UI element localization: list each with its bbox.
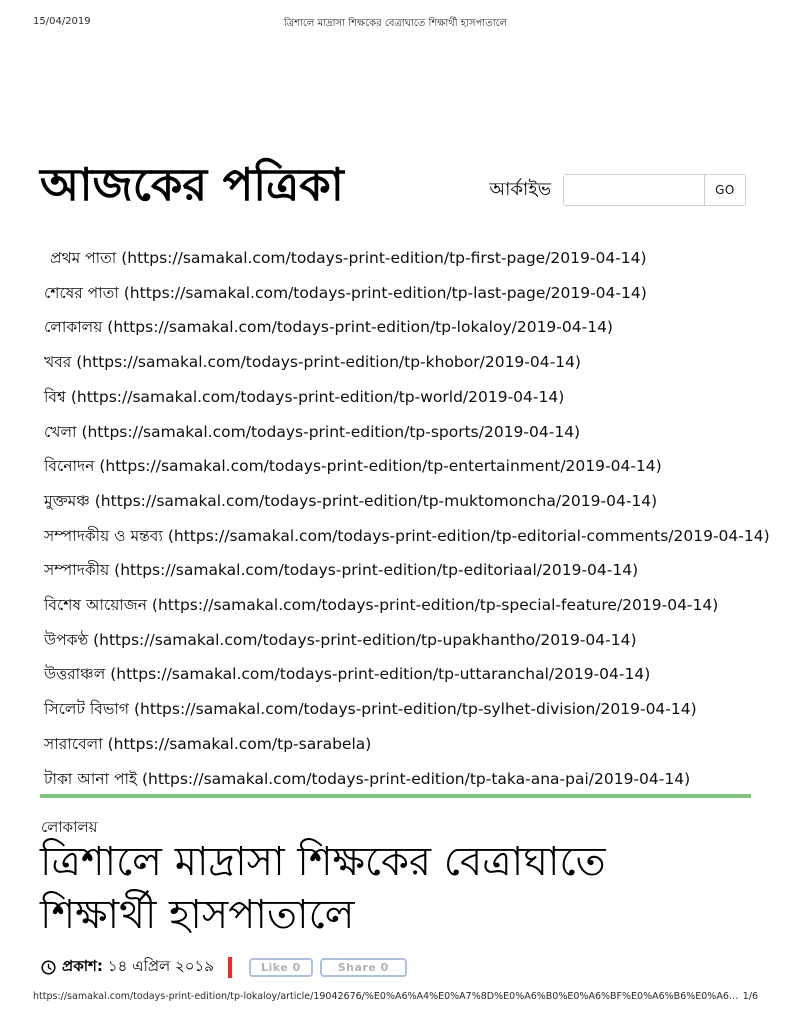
nav-link[interactable]: শেষের পাতা (https://samakal.com/todays-print-edition/tp-last-page/2019-04-14) [44, 283, 647, 302]
share-button[interactable]: Share 0 [320, 958, 407, 977]
site-logo[interactable]: আজকের পত্রিকা [40, 158, 344, 211]
nav-link[interactable]: বিনোদন (https://samakal.com/todays-print-edition/tp-entertainment/2019-04-14) [44, 457, 662, 476]
nav-link[interactable]: মুক্তমঞ্চ (https://samakal.com/todays-print-edition/tp-muktomoncha/2019-04-14) [44, 491, 658, 510]
nav-link[interactable]: সম্পাদকীয় ও মন্তব্য (https://samakal.com/todays-print-edition/tp-editorial-comments/2019-04-14) [44, 526, 770, 545]
like-button[interactable]: Like 0 [249, 958, 313, 977]
clock-icon [41, 960, 56, 975]
article-headline: ত্রিশালে মাদ্রাসা শিক্ষকের বেত্রাঘাতে শিক্ষার্থী হাসপাতালে [40, 839, 606, 938]
section-divider [40, 794, 751, 798]
nav-link[interactable]: উত্তরাঞ্চল (https://samakal.com/todays-print-edition/tp-uttaranchal/2019-04-14) [44, 665, 651, 684]
print-title: ত্রিশালে মাদ্রাসা শিক্ষকের বেত্রাঘাতে শিক্ষার্থী হাসপাতালে [283, 18, 508, 29]
publish-label: প্রকাশ: [62, 956, 103, 975]
nav-link[interactable]: প্রথম পাতা (https://samakal.com/todays-print-edition/tp-first-page/2019-04-14) [50, 249, 647, 267]
archive-search-group [563, 174, 746, 206]
go-button[interactable]: GO [704, 175, 745, 205]
print-header [33, 16, 758, 30]
nav-link[interactable]: সারাবেলা (https://samakal.com/tp-sarabela) [44, 734, 372, 753]
print-date: 15/04/2019 [33, 16, 91, 27]
nav-link[interactable]: বিশেষ আয়োজন (https://samakal.com/todays-print-edition/tp-special-feature/2019-04-14) [44, 596, 719, 615]
category-label[interactable]: লোকালয় [41, 818, 98, 836]
publish-row [41, 955, 414, 979]
nav-link[interactable]: উপকণ্ঠ (https://samakal.com/todays-print-edition/tp-upakhantho/2019-04-14) [44, 630, 637, 649]
archive-label: আর্কাইভ [489, 178, 551, 200]
publish-date: ১৪ এপ্রিল ২০১৯ [107, 956, 214, 975]
nav-link[interactable]: সম্পাদকীয় (https://samakal.com/todays-print-edition/tp-editoriaal/2019-04-14) [44, 561, 639, 580]
footer-url: https://samakal.com/todays-print-edition/tp-lokaloy/article/19042676/%E0%A6%A4%E0%A7%8D%E0%A6%B0%E0%A6%BF%E0%A6%B6%E0%A6… [33, 991, 739, 1002]
archive-input[interactable] [564, 175, 704, 205]
nav-link[interactable]: সিলেট বিভাগ (https://samakal.com/todays-print-edition/tp-sylhet-division/2019-04-14) [44, 700, 697, 719]
footer-page-number: 1/6 [742, 991, 758, 1002]
nav-links [44, 241, 771, 796]
nav-link[interactable]: খেলা (https://samakal.com/todays-print-edition/tp-sports/2019-04-14) [44, 422, 581, 441]
red-divider [228, 957, 232, 978]
masthead [40, 158, 746, 212]
nav-link[interactable]: বিশ্ব (https://samakal.com/todays-print-edition/tp-world/2019-04-14) [44, 387, 565, 406]
nav-link[interactable]: টাকা আনা পাই (https://samakal.com/todays-print-edition/tp-taka-ana-pai/2019-04-14) [44, 769, 691, 788]
nav-link[interactable]: লোকালয় (https://samakal.com/todays-print-edition/tp-lokaloy/2019-04-14) [44, 318, 613, 337]
nav-link[interactable]: খবর (https://samakal.com/todays-print-edition/tp-khobor/2019-04-14) [44, 353, 581, 372]
archive-search [489, 174, 746, 206]
